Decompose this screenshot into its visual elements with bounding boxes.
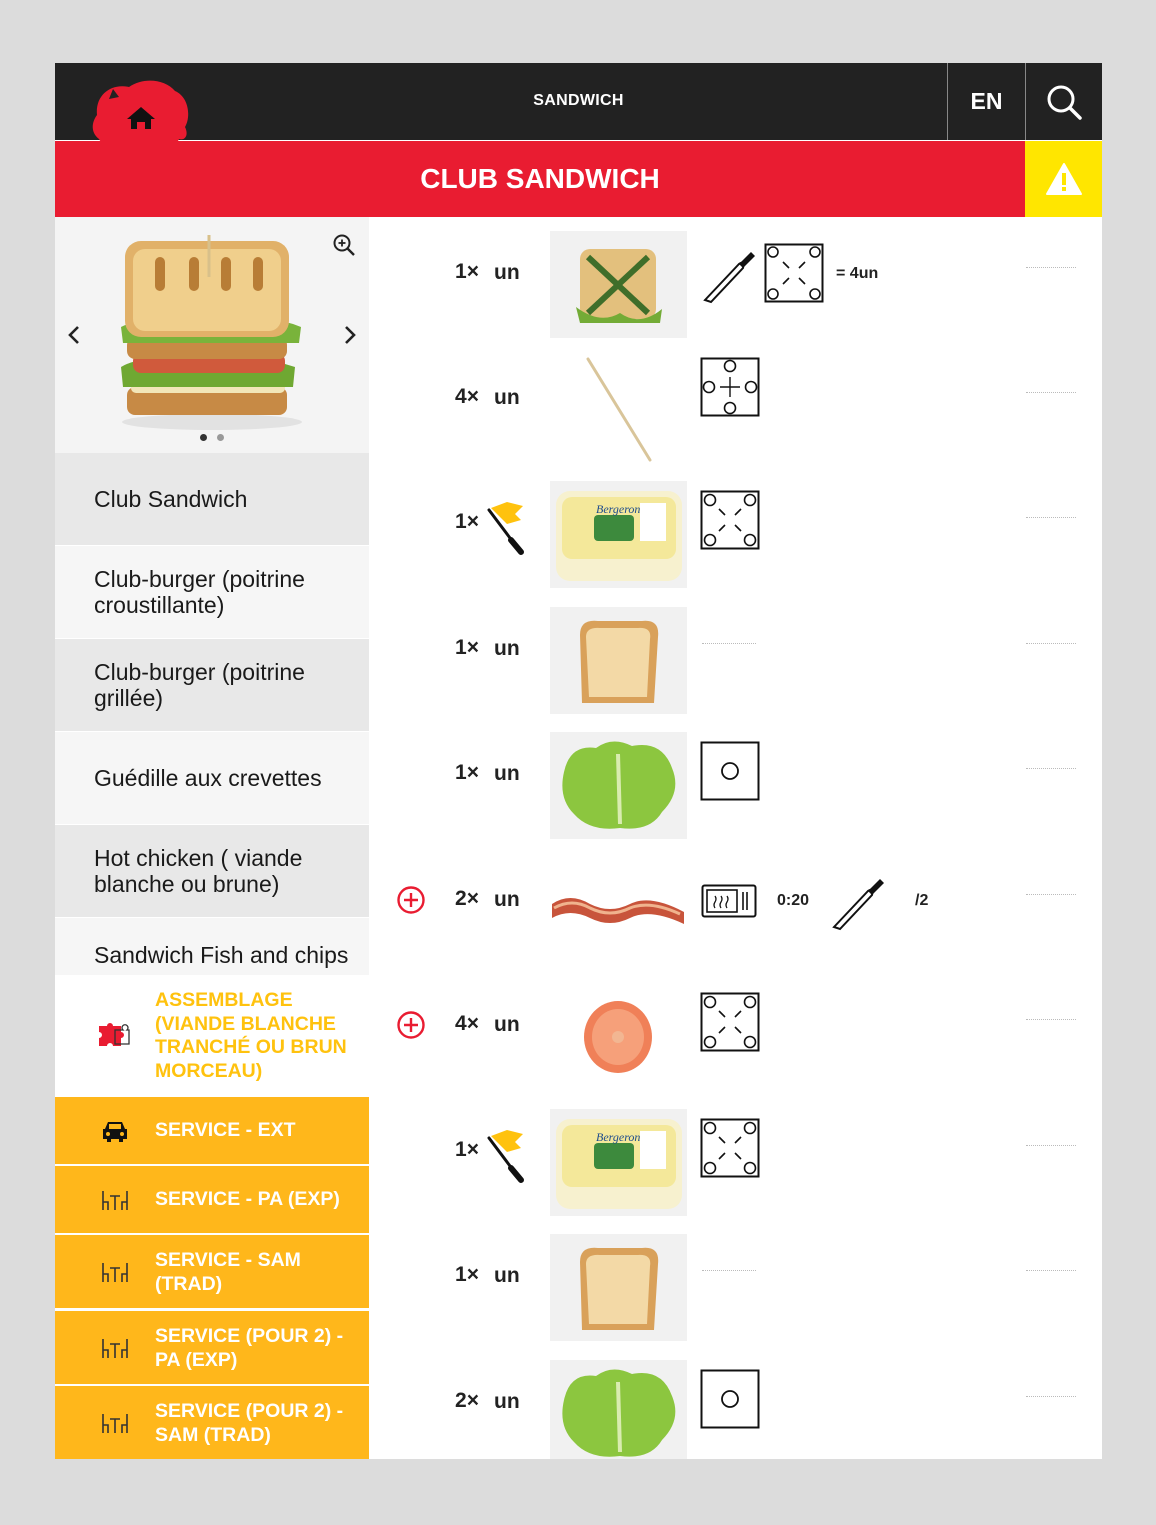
row-unit: un xyxy=(494,762,520,785)
allergen-warning-button[interactable] xyxy=(1025,141,1102,217)
svg-text:Bergeron: Bergeron xyxy=(596,502,641,516)
step-service-sam[interactable] xyxy=(55,1235,369,1308)
row-unit: un xyxy=(494,888,520,911)
variant-list xyxy=(55,453,369,975)
spread-icon xyxy=(485,1128,527,1184)
row-unit: un xyxy=(494,386,520,409)
toast-slice-image xyxy=(550,607,687,714)
recipe-row xyxy=(369,220,1102,345)
row-divider xyxy=(1026,392,1076,393)
lettuce-image xyxy=(550,732,687,839)
recipe-row xyxy=(369,1349,1102,1459)
chevron-left-icon[interactable] xyxy=(65,323,83,347)
recipe-row xyxy=(369,972,1102,1097)
recipe-row xyxy=(369,847,1102,972)
variant-item[interactable]: Club-burger (poitrine grillée) xyxy=(55,639,369,731)
step-assembly[interactable] xyxy=(55,975,369,1095)
puzzle-icon xyxy=(97,1022,131,1048)
ingredient-image[interactable] xyxy=(550,607,687,714)
toothpick-image xyxy=(550,356,687,463)
ingredient-image[interactable] xyxy=(550,983,687,1090)
dish-photo[interactable] xyxy=(55,217,369,453)
recipe-row xyxy=(369,596,1102,721)
zoom-icon[interactable] xyxy=(332,233,356,257)
step-service2-sam-label: SERVICE (POUR 2) - SAM (TRAD) xyxy=(155,1400,344,1446)
bacon-image xyxy=(550,858,687,965)
step-service-ext[interactable] xyxy=(55,1097,369,1164)
spread-corners-icon xyxy=(700,1118,760,1178)
microwave-icon xyxy=(701,884,757,918)
step-service-ext-label: SERVICE - EXT xyxy=(155,1119,296,1141)
row-cut: /2 xyxy=(915,892,929,909)
step-service-sam-label: SERVICE - SAM (TRAD) xyxy=(155,1249,301,1295)
step-service-pa[interactable] xyxy=(55,1166,369,1233)
row-unit: un xyxy=(494,1013,520,1036)
row-quantity: 1× xyxy=(455,510,479,533)
ingredient-image[interactable] xyxy=(550,1234,687,1341)
table-chairs-icon xyxy=(101,1411,129,1435)
ingredient-image[interactable] xyxy=(550,481,687,588)
step-assembly-label: ASSEMBLAGE (VIANDE BLANCHE TRANCHÉ OU BRUN MORCEAU) xyxy=(155,989,347,1082)
center-circle-icon xyxy=(700,1369,760,1429)
ingredient-image[interactable] xyxy=(550,1360,687,1459)
ingredient-image[interactable] xyxy=(550,1109,687,1216)
center-circle-icon xyxy=(700,741,760,801)
search-button[interactable] xyxy=(1025,63,1102,140)
ingredient-image[interactable] xyxy=(550,356,687,463)
ingredient-image[interactable] xyxy=(550,858,687,965)
row-divider xyxy=(1026,1270,1076,1271)
row-quantity: 2× xyxy=(455,1389,479,1412)
category-title: SANDWICH xyxy=(533,92,624,109)
row-divider xyxy=(1026,643,1076,644)
variant-item[interactable]: Club-burger (poitrine croustillante) xyxy=(55,546,369,638)
row-unit: un xyxy=(494,261,520,284)
row-unit: un xyxy=(494,637,520,660)
recipe-row xyxy=(369,721,1102,846)
chevron-right-icon[interactable] xyxy=(341,323,359,347)
step-service2-pa[interactable] xyxy=(55,1311,369,1384)
skewer-pattern-icon xyxy=(700,357,760,417)
recipe-row xyxy=(369,470,1102,595)
row-quantity: 4× xyxy=(455,385,479,408)
variant-item[interactable]: Hot chicken ( viande blanche ou brune) xyxy=(55,825,369,917)
row-divider xyxy=(1026,1145,1076,1146)
recipe-row xyxy=(369,345,1102,470)
row-quantity: 2× xyxy=(455,887,479,910)
butter-tub-image xyxy=(550,481,687,588)
dish-title: CLUB SANDWICH xyxy=(55,141,1025,217)
step-service2-sam[interactable] xyxy=(55,1386,369,1459)
row-divider xyxy=(1026,1019,1076,1020)
row-time: 0:20 xyxy=(777,892,810,909)
row-note: = 4un xyxy=(836,265,879,282)
warning-icon xyxy=(1045,162,1083,196)
row-quantity: 1× xyxy=(455,636,479,659)
row-divider xyxy=(702,1270,756,1271)
row-divider xyxy=(1026,517,1076,518)
toast-slice-image xyxy=(550,1234,687,1341)
search-icon xyxy=(1045,83,1083,121)
recipe-row xyxy=(369,1098,1102,1223)
spread-corners-icon xyxy=(700,992,760,1052)
top-bar xyxy=(55,63,1102,140)
recipe-row xyxy=(369,1223,1102,1348)
club-sandwich-image xyxy=(55,217,369,453)
lettuce-image xyxy=(550,1360,687,1459)
tomato-slice-image xyxy=(550,983,687,1090)
car-icon xyxy=(101,1119,129,1143)
row-divider xyxy=(1026,894,1076,895)
gallery-dot[interactable] xyxy=(217,434,224,441)
row-quantity: 1× xyxy=(455,260,479,283)
svg-text:Bergeron: Bergeron xyxy=(596,1130,641,1144)
row-quantity: 1× xyxy=(455,1263,479,1286)
row-divider xyxy=(702,643,756,644)
ingredient-image[interactable] xyxy=(550,732,687,839)
knife-icon xyxy=(830,877,886,931)
language-button[interactable]: EN xyxy=(947,63,1025,140)
row-quantity: 1× xyxy=(455,1138,479,1161)
row-divider xyxy=(1026,1396,1076,1397)
cut-quarters-icon xyxy=(764,243,824,303)
ingredient-image[interactable] xyxy=(550,231,687,338)
spread-icon xyxy=(485,500,527,556)
row-divider xyxy=(1026,267,1076,268)
variant-item[interactable]: Club Sandwich xyxy=(55,453,369,545)
table-chairs-icon xyxy=(101,1260,129,1284)
app-window xyxy=(55,63,1102,1459)
knife-icon xyxy=(701,250,757,304)
row-unit: un xyxy=(494,1390,520,1413)
butter-tub-image xyxy=(550,1109,687,1216)
variant-item[interactable]: Guédille aux crevettes xyxy=(55,732,369,824)
spread-corners-icon xyxy=(700,490,760,550)
row-quantity: 1× xyxy=(455,761,479,784)
add-icon[interactable] xyxy=(396,885,426,915)
add-icon[interactable] xyxy=(396,1010,426,1040)
row-quantity: 4× xyxy=(455,1012,479,1035)
variant-item[interactable]: Sandwich Fish and chips xyxy=(55,918,369,975)
step-service-pa-label: SERVICE - PA (EXP) xyxy=(155,1188,340,1210)
step-service2-pa-label: SERVICE (POUR 2) - PA (EXP) xyxy=(155,1325,344,1371)
row-unit: un xyxy=(494,1264,520,1287)
table-chairs-icon xyxy=(101,1336,129,1360)
gallery-dot-active[interactable] xyxy=(200,434,207,441)
sandwich-cut-image xyxy=(550,231,687,338)
table-chairs-icon xyxy=(101,1188,129,1212)
row-divider xyxy=(1026,768,1076,769)
